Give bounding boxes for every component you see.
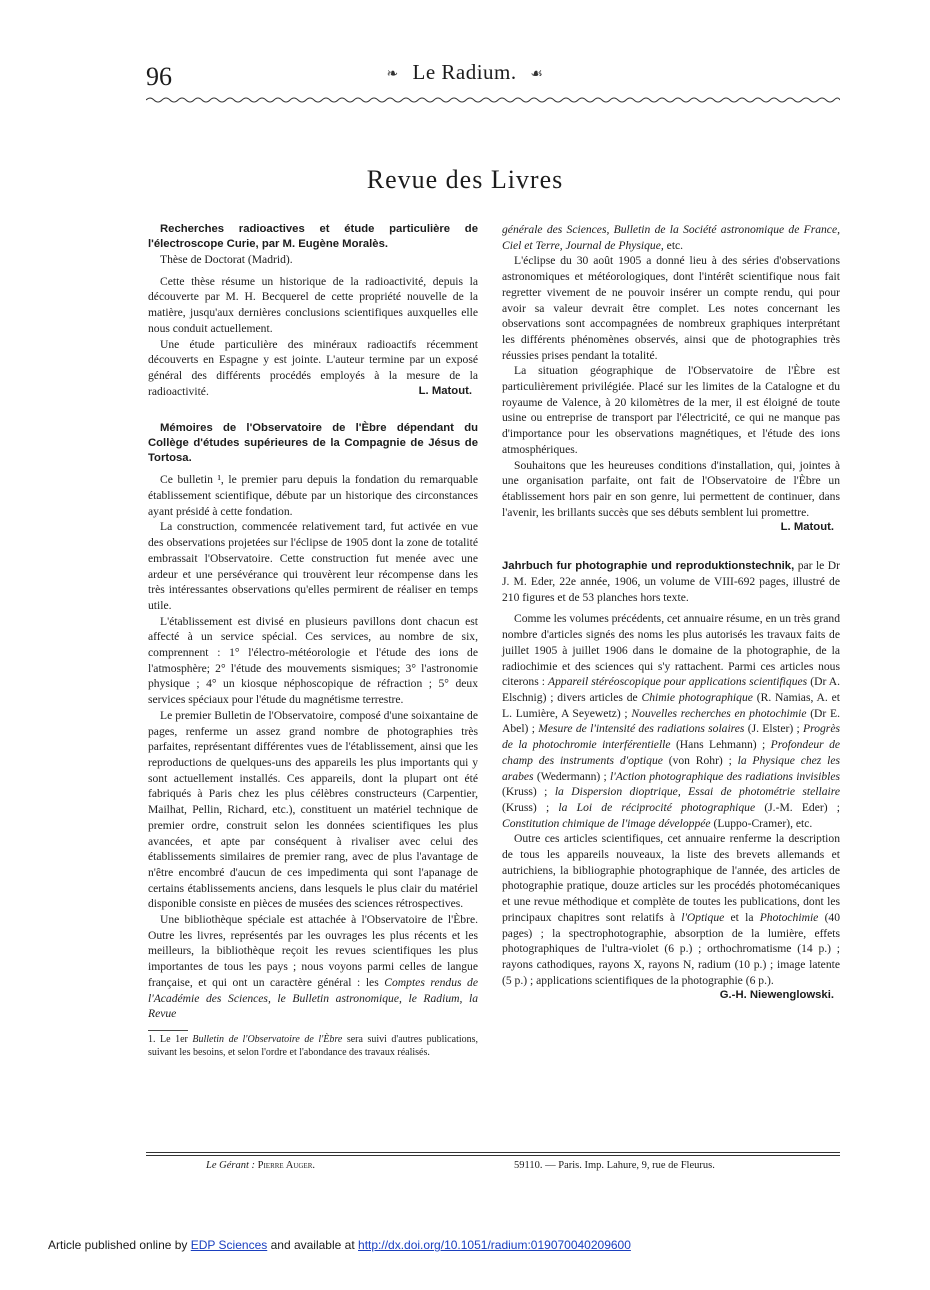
text-run: (J. Elster) ; bbox=[747, 722, 800, 736]
doi-link[interactable]: http://dx.doi.org/10.1051/radium:019070040209600 bbox=[358, 1238, 631, 1252]
running-title bbox=[0, 60, 930, 85]
text-run: (J.-M. Eder) ; bbox=[764, 800, 841, 814]
text-run: Article published online by bbox=[48, 1238, 188, 1252]
italic-run: la Dispersion dioptrique, Essai de photométrie stellaire bbox=[554, 785, 840, 799]
footnote bbox=[148, 1034, 478, 1059]
text-run: Outre ces articles scientifiques, cet annuaire renferme la description de tous les appareils nouveaux, la liste des brevets allemands et autrichiens, la bibliographie photographique de l'année, des articles de photographie pratique, douze articles sur les procédés photomécaniques et une revue méthodique et complète de toutes les publications, dont les principaux chapitres sont relatifs à bbox=[502, 832, 840, 924]
paragraph bbox=[502, 222, 840, 253]
text-run: (Dr A. Elschnig) ; divers articles de bbox=[502, 675, 841, 704]
text-run: (40 pages) ; la spectrophotographie, absorption de la lumière, effets photographiques de l'ultra-violet (6 p.) ; orthochromatisme (14 p.) ; rayons cathodiques, rayons X, rayons N, radium (10 p.) ; image latente (5 p.) ; applications scientifiques de la photographie (6 p.). bbox=[502, 910, 841, 987]
italic-run: Profondeur de champ des instruments d'optique bbox=[502, 738, 841, 767]
paragraph: Souhaitons que les heureuses conditions d'installation, qui, jointes à une organisation parfaite, ont fait de l'Observatoire de l'Èbre un établissement hors pair en son genre, lui permettent de continuer, dans l'avenir, les brillants succès que ses débuts semblent lui promettre. bbox=[502, 458, 840, 519]
ornament-right-icon: ☙ bbox=[530, 66, 544, 82]
italic-run: Comptes rendus de l'Académie des Sciences, le Bulletin astronomique, le Radium, la Revue bbox=[148, 975, 478, 1021]
text-run: (Kruss) ; bbox=[502, 785, 548, 799]
paragraph: Le premier Bulletin de l'Observatoire, composé d'une soixantaine de pages, renferme un assez grand nombre de photographies très parfaites, représentant différentes vues de l'établissement, ainsi que les reproductions de quelques-uns des appareils les plus importants qui y sont actuellement installés. Ces appareils, dont la plupart ont été fabriqués à Paris chez les plus célèbres constructeurs (Carpentier, Mailhat, Pellin, Richard, etc.), constituent un matériel technique de premier ordre, construit selon les données scientifiques les plus avancées, et apte par conséquent à rivaliser avec celui des établissements similaires de premier rang, avec de plus l'avantage de n'être encombré d'aucun de ces impedimenta qui sont l'apanage de certains établissements anciens, dans lesquels le plus clair du matériel disponible consiste en pièces de musées des sciences rétrospectives. bbox=[148, 708, 478, 911]
footer-rule bbox=[146, 1155, 840, 1156]
text-run: (Dr E. Abel) ; bbox=[502, 706, 840, 736]
text-run: (Wedermann) ; bbox=[536, 769, 607, 783]
italic-run: la Loi de réciprocité photographique bbox=[558, 800, 756, 814]
text-run: and available at bbox=[270, 1238, 355, 1252]
paragraph: La situation géographique de l'Observatoire de l'Èbre est particulièrement privilégiée. Placé sur les limites de la Catalogne et du royaume de Valence, à 20 kilomètres de la mer, il est éloigné de toute usine ou entreprise de transport par l'électricité, ce qui ne manque pas d'importance pour les observations magnétiques, et l'étude des ions atmosphériques. bbox=[502, 364, 840, 456]
online-publication-note bbox=[48, 1238, 631, 1252]
paragraph: Une étude particulière des minéraux radioactifs récemment découverts en Espagne y est jointe. L'auteur termine par un exposé général des différents procédés employés à la mesure de la radioactivité. bbox=[148, 337, 478, 398]
italic-run: l'Optique bbox=[681, 910, 725, 924]
footnote-rule bbox=[148, 1030, 188, 1031]
text-run: (Hans Lehmann) ; bbox=[675, 738, 766, 752]
footnote-marker: 1. Le 1er bbox=[148, 1033, 188, 1045]
text-run: (Luppo-Cramer), etc. bbox=[713, 816, 813, 830]
italic-run: l'Action photographique des radiations invisibles bbox=[610, 769, 840, 783]
text-run: Comme les volumes précédents, cet annuaire résume, en un très grand nombre d'articles signés des noms les plus autorisés les travaux faits de juillet 1905 à juillet 1906 dans le domaine de la photographie, de la radiochimie et des sciences qui s'y rattachent. Parmi ces articles nous citerons : bbox=[502, 612, 840, 689]
publisher-link[interactable]: EDP Sciences bbox=[190, 1238, 268, 1252]
footer-rule bbox=[146, 1152, 840, 1153]
italic-run: la Physique chez les arabes bbox=[502, 753, 840, 783]
paragraph bbox=[502, 831, 840, 988]
journal-title: Le Radium. bbox=[412, 60, 517, 84]
italic-run: Mesure de l'intensité des radiations solaires bbox=[538, 722, 745, 736]
italic-run: Photochimie bbox=[759, 910, 819, 924]
wavy-header-rule bbox=[146, 96, 840, 104]
review-heading: Mémoires de l'Observatoire de l'Èbre dépendant du Collège d'études supérieures de la Compagnie de Jésus de Tortosa. bbox=[148, 422, 478, 465]
ornament-left-icon: ❧ bbox=[386, 66, 399, 82]
text-run: etc. bbox=[666, 238, 684, 252]
italic-run: Le Gérant : bbox=[206, 1160, 255, 1171]
text-run: (von Rohr) ; bbox=[668, 753, 732, 767]
italic-run: Nouvelles recherches en photochimie bbox=[631, 706, 807, 720]
review-heading-block bbox=[502, 558, 840, 605]
text-run: (Kruss) ; bbox=[502, 800, 550, 814]
text-run: sera suivi d'autres publications, suivant les besoins, et selon l'ordre et l'abondance des travaux réalisés. bbox=[148, 1033, 479, 1058]
footer-printer: 59110. — Paris. Imp. Lahure, 9, rue de Fleurus. bbox=[514, 1160, 715, 1171]
text-run: (R. Namias, A. et L. Lumière, A Seyewetz) ; bbox=[502, 690, 840, 720]
gerant-name: Pierre Auger. bbox=[257, 1160, 315, 1171]
review-heading: Recherches radioactives et étude particulière de l'électroscope Curie, par M. Eugène Moralès. bbox=[148, 223, 478, 250]
text-run: et la bbox=[730, 910, 754, 924]
italic-run: Appareil stéréoscopique pour applications scientifiques bbox=[548, 675, 808, 689]
paragraph: La construction, commencée relativement tard, fut activée en vue des observations projetées sur l'éclipse de 1905 dont la zone de totalité embrassait l'Observatoire. Cette construction fut menée avec une ardeur et une persévérance qui trouvèrent leur récompense dans les très intéressantes observations qu'elles permirent de réaliser en temps utile. bbox=[148, 520, 478, 612]
paragraph: Cette thèse résume un historique de la radioactivité, depuis la découverte par M. H. Becquerel de cette propriété nouvelle de la matière, jusqu'aux dernières conclusions scientifiques auxquelles elle nous conduit actuellement. bbox=[148, 274, 478, 335]
page-number: 96 bbox=[146, 62, 172, 91]
footer-gerant bbox=[206, 1160, 315, 1171]
review-heading: Jahrbuch fur photographie und reproduktionstechnik, bbox=[502, 560, 795, 573]
signature: G.-H. Niewenglowski. bbox=[719, 989, 834, 1002]
review-subheading: Thèse de Doctorat (Madrid). bbox=[160, 253, 293, 266]
paragraph bbox=[502, 611, 840, 831]
italic-run: Bulletin de l'Observatoire de l'Èbre bbox=[192, 1033, 343, 1045]
section-title: Revue des Livres bbox=[366, 165, 564, 194]
italic-run: Constitution chimique de l'image développée bbox=[502, 816, 711, 830]
right-column bbox=[502, 222, 840, 1004]
review-heading-rest: par le Dr J. M. Eder, 22e année, 1906, un volume de VIII-692 pages, illustré de 210 figures et de 53 planches hors texte. bbox=[502, 559, 841, 604]
paragraph bbox=[148, 912, 478, 1022]
paragraph: Ce bulletin ¹, le premier paru depuis la fondation du remarquable établissement scientifique, débute par un historique des circonstances ayant présidé à cette fondation. bbox=[148, 473, 478, 518]
paragraph: L'éclipse du 30 août 1905 a donné lieu à des séries d'observations astronomiques et météorologiques, dont l'intérêt scientifique nous fait regretter vivement de ne pouvoir insérer un compte rendu, qui pour avoir sa valeur devrait être complet. Les notes concernant les observations sont accompagnées de nombreux graphiques interprétant les différents phénomènes observés, ainsi que de photographies très réussies prises pendant la totalité. bbox=[502, 254, 840, 362]
paragraph: L'établissement est divisé en plusieurs pavillons dont chacun est affecté à un service spécial. Ces services, au nombre de six, comprennent : 1° l'électro-météorologie et l'étude des ions de l'atmosphère; 2° l'étude des mouvements sismiques; 3° l'astronomie physique ; 4° un kiosque néphoscopique de réfraction ; 5° deux services spéciaux pour l'étude du magnétisme terrestre. bbox=[148, 614, 478, 707]
text-run: Une bibliothèque spéciale est attachée à l'Observatoire de l'Èbre. Outre les livres, représentés par les ouvrages les plus récents et les meilleurs, la bibliothèque reçoit les revues scientifiques les plus importantes de tous les pays ; nous voyons parmi celles de langue française, et qui ont un caractère général : les bbox=[148, 913, 478, 989]
italic-run: Chimie photographique bbox=[641, 690, 753, 704]
italic-run: générale des Sciences, Bulletin de la Société astronomique de France, Ciel et Terre, Journal de Physique, bbox=[502, 223, 840, 252]
italic-run: Progrès de la photochromie interférentielle bbox=[502, 722, 840, 752]
signature: L. Matout. bbox=[418, 384, 472, 397]
signature: L. Matout. bbox=[780, 521, 834, 534]
left-column bbox=[148, 222, 478, 1059]
